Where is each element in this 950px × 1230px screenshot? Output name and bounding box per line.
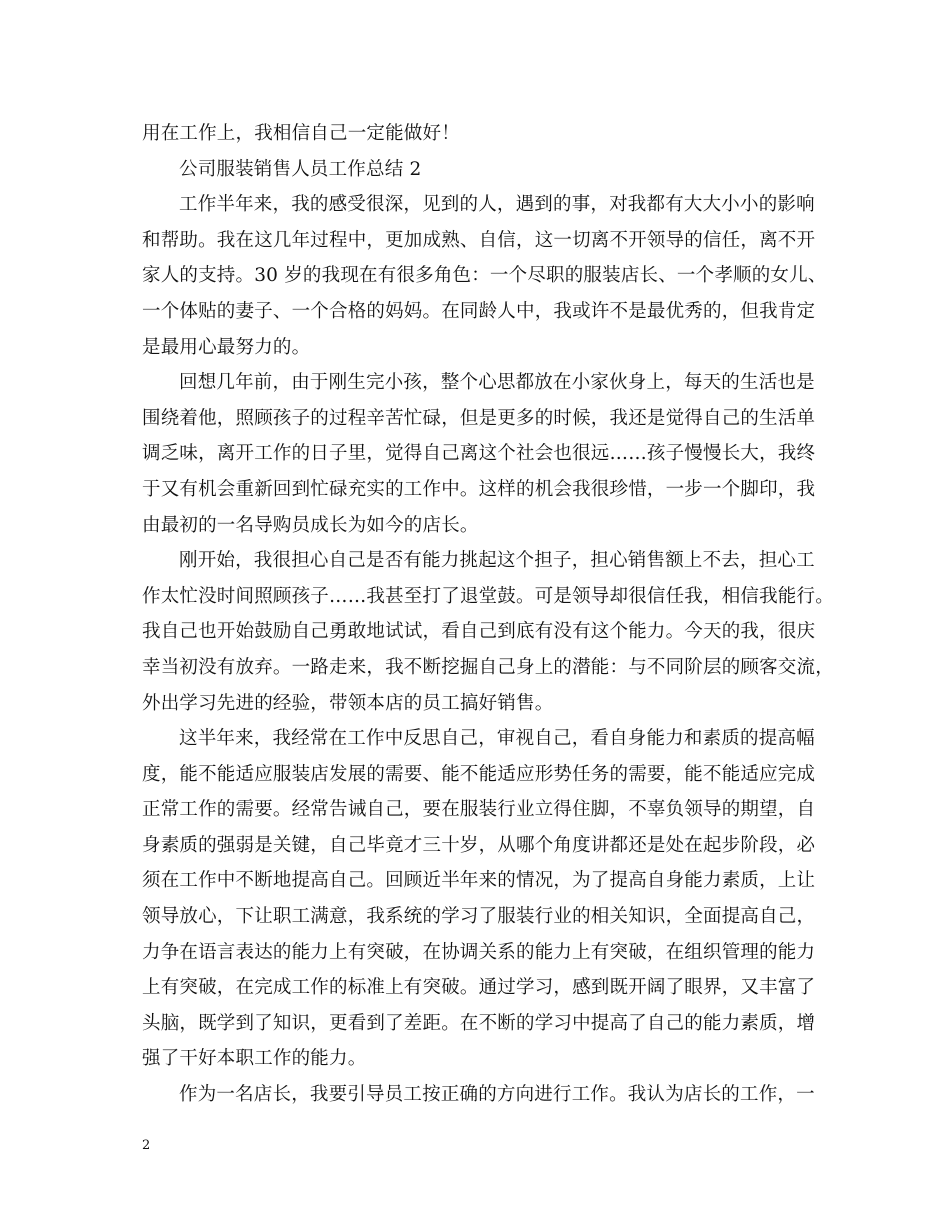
text-line: 作为一名店长，我要引导员工按正确的方向进行工作。我认为店长的工作，一 <box>179 1084 815 1106</box>
text-line: 作太忙没时间照顾孩子……我甚至打了退堂鼓。可是领导却很信任我，相信我能行。 <box>142 585 834 607</box>
text-line: 强了干好本职工作的能力。 <box>142 1048 367 1070</box>
text-line: 刚开始，我很担心自己是否有能力挑起这个担子，担心销售额上不去，担心工 <box>179 550 815 572</box>
text-line: 一个体贴的妻子、一个合格的妈妈。在同龄人中，我或许不是最优秀的，但我肯定 <box>142 300 816 322</box>
text-line: 正常工作的需要。经常告诫自己，要在服装行业立得住脚，不辜负领导的期望，自 <box>142 799 816 821</box>
text-line: 身素质的强弱是关键，自己毕竟才三十岁，从哪个角度讲都还是处在起步阶段，必 <box>142 834 816 856</box>
text-line: 工作半年来，我的感受很深，见到的人，遇到的事，对我都有大大小小的影响 <box>179 194 815 216</box>
text-line: 度，能不能适应服装店发展的需要、能不能适应形势任务的需要，能不能适应完成 <box>142 763 816 785</box>
text-line: 头脑，既学到了知识，更看到了差距。在不断的学习中提高了自己的能力素质，增 <box>142 1012 816 1034</box>
text-line: 于又有机会重新回到忙碌充实的工作中。这样的机会我很珍惜，一步一个脚印，我 <box>142 478 816 500</box>
text-line: 这半年来，我经常在工作中反思自己，审视自己，看自身能力和素质的提高幅 <box>179 728 815 750</box>
document-body <box>142 116 834 1113</box>
text-line: 回想几年前，由于刚生完小孩，整个心思都放在小家伙身上，每天的生活也是 <box>179 372 815 394</box>
text-line: 用在工作上，我相信自己一定能做好！ <box>142 123 460 144</box>
text-line: 围绕着他，照顾孩子的过程辛苦忙碌，但是更多的时候，我还是觉得自己的生活单 <box>142 407 816 429</box>
text-line: 由最初的一名导购员成长为如今的店长。 <box>142 514 479 536</box>
text-line: 是最用心最努力的。 <box>142 336 311 358</box>
text-line: 外出学习先进的经验，带领本店的员工搞好销售。 <box>142 692 554 714</box>
text-line: 公司服装销售人员工作总结 2 <box>179 158 422 180</box>
text-line: 家人的支持。30 岁的我现在有很多角色：一个尽职的服装店长、一个孝顺的女儿、 <box>142 265 827 287</box>
text-line: 和帮助。我在这几年过程中，更加成熟、自信，这一切离不开领导的信任，离不开 <box>142 229 816 251</box>
text-line: 领导放心，下让职工满意，我系统的学习了服装行业的相关知识，全面提高自己， <box>142 906 816 928</box>
text-line: 调乏味，离开工作的日子里，觉得自己离这个社会也很远……孩子慢慢长大，我终 <box>142 443 816 465</box>
text-line: 我自己也开始鼓励自己勇敢地试试，看自己到底有没有这个能力。今天的我，很庆 <box>142 621 816 643</box>
text-line: 上有突破，在完成工作的标准上有突破。通过学习，感到既开阔了眼界，又丰富了 <box>142 977 816 999</box>
text-line: 力争在语言表达的能力上有突破，在协调关系的能力上有突破，在组织管理的能力 <box>142 941 816 963</box>
text-line: 幸当初没有放弃。一路走来，我不断挖掘自己身上的潜能：与不同阶层的顾客交流， <box>142 656 834 678</box>
text-line: 须在工作中不断地提高自己。回顾近半年来的情况，为了提高自身能力素质，上让 <box>142 870 816 892</box>
page-number: 2 <box>142 1138 151 1153</box>
